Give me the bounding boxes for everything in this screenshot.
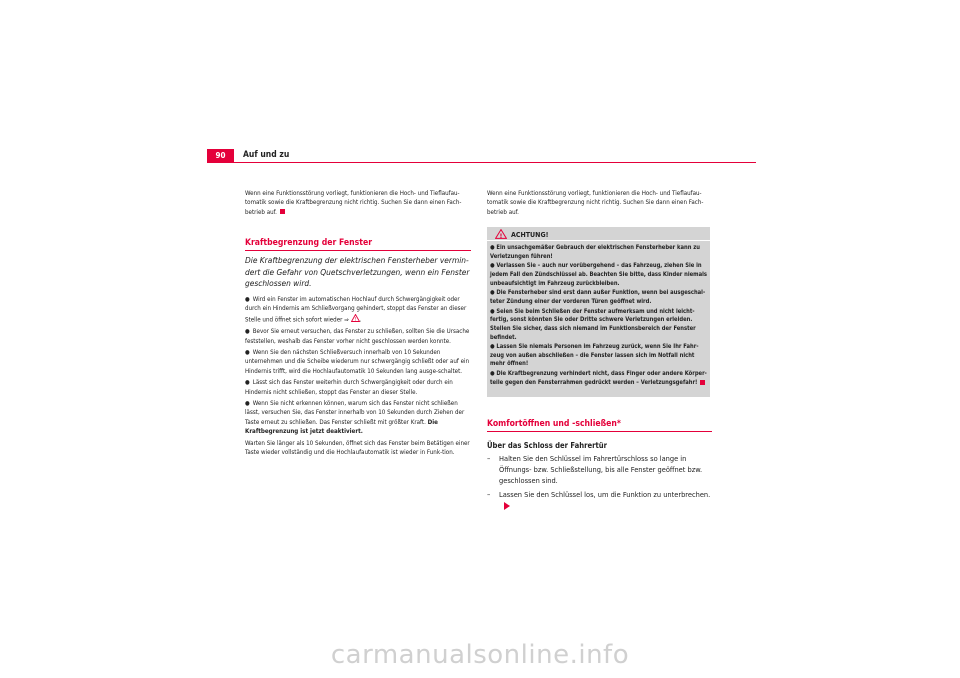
bullet-icon: ● [245,349,250,357]
list-item: ● Bevor Sie erneut versuchen, das Fenster zu schließen, sollten Sie die Ursache feststellen, weshalb das Fenster vorher nicht geschlossen werden konnte. [245,328,470,345]
list-item: ● Die Fensterheber sind erst dann außer Funktion, wenn bei ausgeschal-teter Zündung einer der vorderen Türen geöffnet wird. [490,290,706,305]
left-intro-text: Wenn eine Funktionsstörung vorliegt, funktionieren die Hoch- und Tieflaufau-tomatik sowie die Kraftbegrenzung nicht richtig. Suchen Sie dann einen Fach-betrieb auf. [245,190,462,216]
bullet-icon: ● [245,328,250,336]
svg-text:!: ! [354,316,357,322]
bullet-icon: ● [490,290,497,297]
section-title-kraftbegrenzung: Kraftbegrenzung der Fenster [245,238,373,248]
section-subtitle: Die Kraftbegrenzung der elektrischen Fensterheber vermin-dert die Gefahr von Quetschverletzungen, wenn ein Fenster geschlossen wird. [245,255,470,288]
dash-marker: – [487,490,491,499]
section-rule [245,250,471,251]
warning-divider [487,240,710,241]
list-item: ● Seien Sie beim Schließen der Fenster aufmerksam und nicht leicht-fertig, sonst könnten Sie oder Dritte schwere Verletzungen erleiden. Stellen Sie sicher, dass sich niemand im Funktionsbereich der Fenster befindet. [490,308,696,341]
list-item: ● Verlassen Sie – auch nur vorübergehend – das Fahrzeug, ziehen Sie in jedem Fall den Zündschlüssel ab. Beachten Sie bitte, dass Kinder niemals unbeaufsichtigt im Fahrzeug zurückbleiben. [490,263,708,287]
left-intro-paragraph [245,189,473,217]
list-item: – Halten Sie den Schlüssel im Fahrertürschloss so lange in Öffnungs- bzw. Schließstellung, bis alle Fenster geöffnet bzw. geschlossen sind. [487,454,703,485]
header-rule [207,162,756,163]
section-title-komfort: Komfortöffnen und -schließen* [487,419,621,429]
bold-notice: Die Kraftbegrenzung ist jetzt deaktiviert. [245,418,438,436]
bullet-icon: ● [245,400,250,408]
page-header-title: Auf und zu [243,150,290,160]
list-item: ● Wird ein Fenster im automatischen Hochlauf durch Schwergängigkeit oder durch ein Hindernis am Schließvorgang gehindert, stoppt das Fenster an dieser Stelle und öffnet sich sofort wieder ⇒ ! . [245,296,467,324]
bullet-icon: ● [490,371,497,378]
steps-list [487,453,717,511]
end-mark-icon [280,209,285,214]
svg-text:!: ! [499,231,503,239]
list-item: ● Wenn Sie nicht erkennen können, warum sich das Fenster nicht schließen lässt, versuchen Sie, das Fenster innerhalb von 10 Sekunden durch Ziehen der Taste erneut zu schließen. Das Fenster schließt mit größter Kraft. Die Kraftbegrenzung ist jetzt deaktiviert. [245,400,465,436]
list-item: ● Wenn Sie den nächsten Schließversuch innerhalb von 10 Sekunden unternehmen und die Scheibe wiederum nur schwergängig schließt oder auf ein Hindernis trifft, wird die Hochlaufautomatik 10 Sekunden lang ausge-schaltet. [245,349,470,375]
bullet-icon: ● [245,379,250,387]
bullet-icon: ● [490,263,497,270]
section-rule [487,431,712,432]
list-item: ● Lassen Sie niemals Personen im Fahrzeug zurück, wenn Sie Ihr Fahr-zeug von außen abschließen – die Fenster lassen sich im Notfall nicht mehr öffnen! [490,344,699,368]
bullet-icon: ● [490,344,497,351]
right-intro-paragraph: Wenn eine Funktionsstörung vorliegt, funktionieren die Hoch- und Tieflaufau-tomatik sowie die Kraftbegrenzung nicht richtig. Suchen Sie dann einen Fach-betrieb auf. [487,190,704,216]
watermark: carmanualsonline.info [330,640,630,670]
left-bullet-list [245,295,473,458]
bullet-icon: ● [245,296,250,303]
subsection-heading: Über das Schloss der Fahrertür [487,441,607,450]
list-item: ● Lässt sich das Fenster weiterhin durch Schwergängigkeit oder durch ein Hindernis nicht schließen, stoppt das Fenster an dieser Stelle. [245,379,453,396]
list-item: ● Die Kraftbegrenzung verhindert nicht, dass Finger oder andere Körper-teile gegen den Fensterrahmen gedrückt werden – Verletzungsgefahr! [490,371,707,386]
bullet-icon: ● [490,308,497,315]
list-item: ● Ein unsachgemäßer Gebrauch der elektrischen Fensterheber kann zu Verletzungen führen! [490,245,700,260]
page-number: 90 [207,149,234,162]
warning-title: ACHTUNG! [511,231,549,239]
bullet-icon: ● [490,245,497,251]
warning-list [490,244,708,389]
end-mark-icon [700,380,705,385]
list-item: – Lassen Sie den Schlüssel los, um die Funktion zu unterbrechen. [487,489,717,511]
continue-arrow-icon [504,502,510,510]
dash-marker: – [487,454,491,463]
warning-triangle-icon [351,314,360,325]
closing-paragraph: Warten Sie länger als 10 Sekunden, öffnet sich das Fenster beim Betätigen einer Taste wieder vollständig und die Hochlaufautomatik ist wieder in Funk-tion. [245,439,470,457]
